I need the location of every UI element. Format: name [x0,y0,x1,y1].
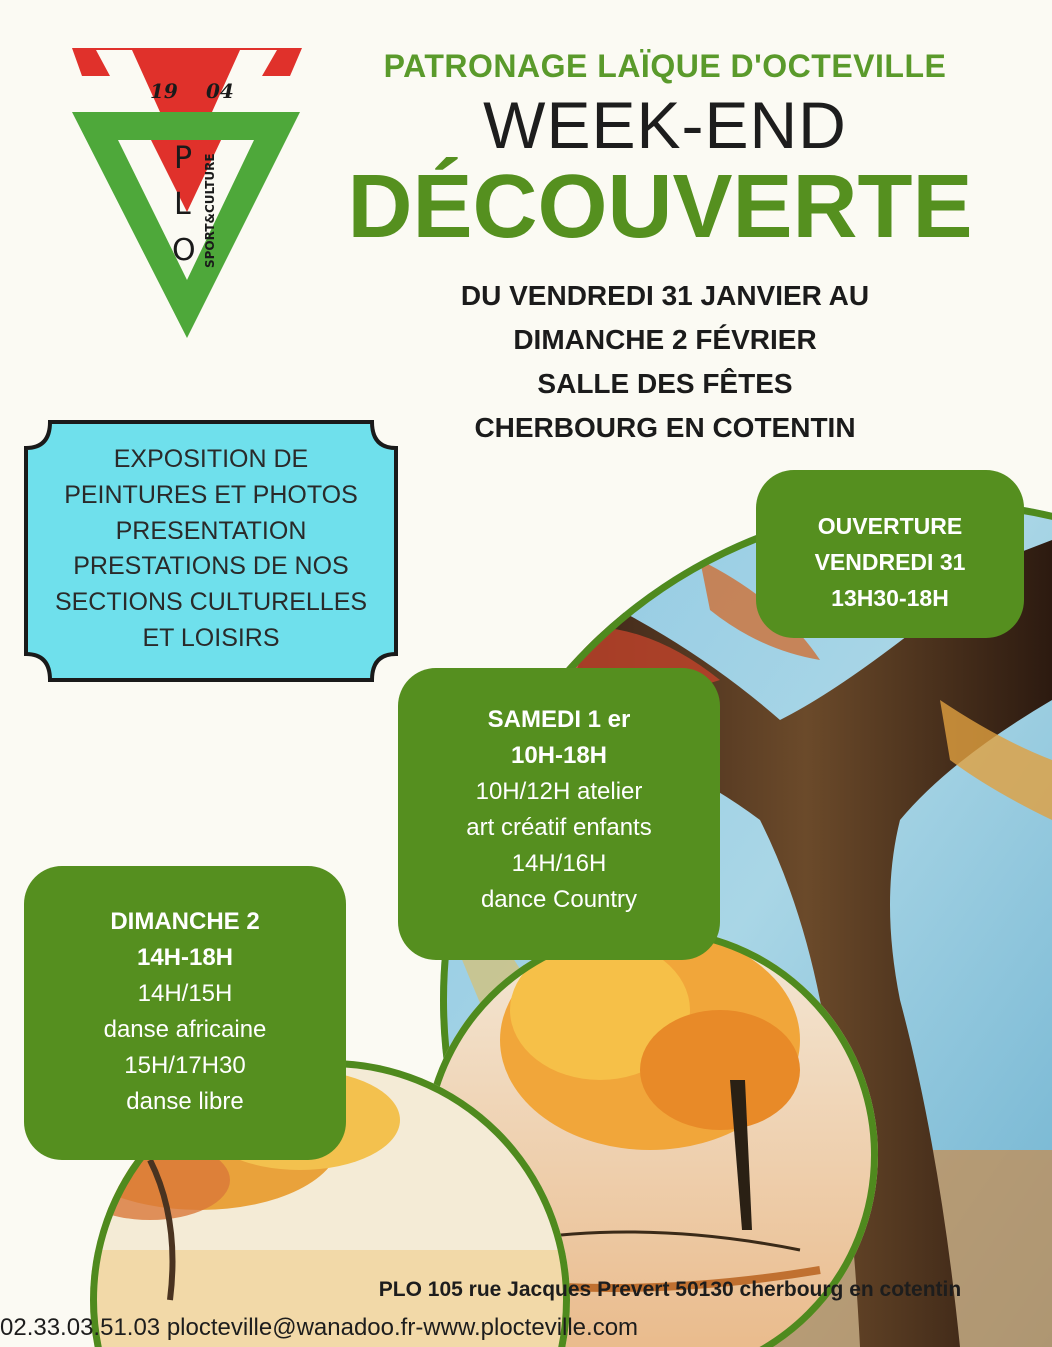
saturday-hours: 10H-18H [510,742,608,769]
logo-letter-l: L [174,187,191,222]
venue-line-2: CHERBOURG EN COTENTIN [474,412,856,443]
sunday-slot2-time: 15H/17H30 [124,1052,246,1079]
logo-year-right: 04 [206,79,234,103]
sunday-box [24,866,346,1160]
sunday-slot2-activity: danse libre [126,1088,244,1115]
exhibition-line: ET LOISIRS [142,623,280,652]
dates-line-2: DIMANCHE 2 FÉVRIER [513,324,817,355]
organization-name: PATRONAGE LAÏQUE D'OCTEVILLE [383,48,947,84]
friday-line-1: OUVERTURE [817,513,963,539]
venue-line-1: SALLE DES FÊTES [537,368,793,399]
saturday-day: SAMEDI 1 er [487,706,631,733]
exhibition-line: SECTIONS CULTURELLES [54,588,368,617]
logo-letter-o: O [172,233,196,268]
exhibition-line: PRESENTATION [115,516,307,545]
logo-year-left: 19 [150,79,178,103]
event-dates-venue [400,274,930,450]
exhibition-line: PEINTURES ET PHOTOS [64,480,358,509]
friday-line-2: VENDREDI 31 [814,549,966,575]
title-week-end: WEEK-END [483,88,847,162]
sunday-hours: 14H-18H [136,944,234,971]
logo-tagline: SPORT&CULTURE [203,153,217,268]
exhibition-line: PRESTATIONS DE NOS [73,552,349,581]
saturday-slot2-time: 14H/16H [511,850,607,877]
title-decouverte: DÉCOUVERTE [347,157,973,257]
logo-letter-p: P [174,141,193,176]
exhibition-text [40,442,382,657]
friday-opening-box [756,470,1024,638]
saturday-slot1-activity: art créatif enfants [466,814,652,841]
friday-line-3: 13H30-18H [831,585,949,611]
sunday-day: DIMANCHE 2 [110,908,260,935]
saturday-slot2-activity: dance Country [480,886,638,913]
exhibition-line: EXPOSITION DE [113,445,309,473]
sunday-slot1-activity: danse africaine [103,1016,267,1043]
dates-line-1: DU VENDREDI 31 JANVIER AU [460,280,870,311]
sunday-slot1-time: 14H/15H [137,980,233,1007]
saturday-slot1-time: 10H/12H atelier [475,778,643,805]
contact-line: 02.33.03.51.03 plocteville@wanadoo.fr-www.plocteville.com [0,1314,639,1341]
address-line: PLO 105 rue Jacques Prevert 50130 cherbourg en cotentin [378,1278,962,1301]
saturday-box [398,668,720,960]
plo-logo [62,42,310,342]
